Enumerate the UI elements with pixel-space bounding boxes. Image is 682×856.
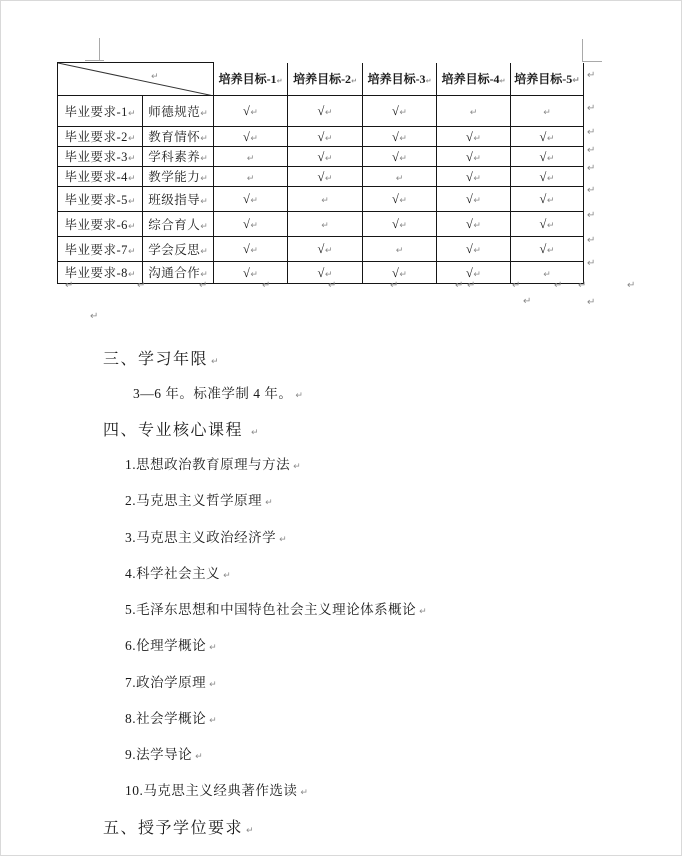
check-cell [363, 187, 437, 212]
check-value: √ [466, 129, 474, 144]
left-margin-crop-mark [85, 60, 104, 61]
check-cell [511, 167, 584, 187]
name-cell [143, 212, 214, 237]
check-cell [214, 96, 288, 127]
pilcrow-mark: ↵ [200, 134, 208, 144]
check-value: √ [466, 149, 474, 164]
course-item [125, 707, 217, 727]
pilcrow-mark: ↵ [262, 280, 271, 291]
name-cell [143, 96, 214, 127]
col-header-goal-2 [288, 63, 363, 96]
pilcrow-mark: ↵ [127, 108, 136, 119]
course-text: 10.马克思主义经典著作选读 [125, 783, 298, 798]
check-value: √ [539, 192, 547, 206]
pilcrow-mark: ↵ [473, 153, 481, 164]
check-cell [437, 237, 511, 262]
left-margin-crop-mark [99, 38, 100, 61]
course-item [125, 743, 203, 763]
check-value: √ [466, 242, 474, 256]
heading-degree-requirements [103, 815, 255, 838]
check-value: √ [243, 104, 251, 118]
check-cell [511, 262, 584, 284]
pilcrow-mark: ↵ [469, 108, 478, 118]
check-cell [288, 127, 363, 147]
check-value: √ [466, 169, 474, 184]
name-cell [143, 127, 214, 147]
req-cell [58, 237, 143, 262]
req-cell [58, 127, 143, 147]
check-cell [288, 96, 363, 127]
course-item [125, 634, 217, 654]
pilcrow-mark: ↵ [200, 221, 208, 232]
pilcrow-mark: ↵ [399, 133, 407, 144]
diagonal-line [58, 63, 214, 96]
table-row [58, 127, 584, 147]
check-cell [288, 147, 363, 167]
check-cell [214, 262, 288, 284]
course-text: 3.马克思主义政治经济学 [125, 530, 277, 545]
course-text: 1.思想政治教育原理与方法 [125, 457, 291, 472]
pilcrow-mark: ↵ [200, 196, 208, 207]
pilcrow-mark: ↵ [395, 246, 404, 256]
pilcrow-mark: ↵ [250, 133, 258, 144]
pilcrow-mark: ↵ [399, 269, 407, 280]
pilcrow-mark: ↵ [351, 77, 357, 86]
pilcrow-mark: ↵ [467, 280, 476, 291]
pilcrow-mark: ↵ [546, 153, 555, 164]
pilcrow-mark: ↵ [250, 108, 258, 118]
table-row [58, 147, 584, 167]
check-cell [363, 262, 437, 284]
check-cell [363, 167, 437, 187]
table-header-row [58, 63, 584, 96]
right-margin-crop-mark [582, 39, 583, 62]
check-cell [437, 147, 511, 167]
pilcrow-mark: ↵ [200, 174, 208, 184]
pilcrow-mark: ↵ [200, 270, 208, 280]
check-value: √ [243, 192, 251, 206]
check-value: √ [392, 217, 400, 231]
table-row [58, 212, 584, 237]
pilcrow-mark: ↵ [399, 153, 407, 164]
pilcrow-mark: ↵ [295, 391, 304, 401]
pilcrow-mark: ↵ [627, 280, 636, 291]
check-cell [511, 237, 584, 262]
check-cell [288, 237, 363, 262]
check-cell [511, 127, 584, 147]
check-value: √ [539, 129, 547, 144]
pilcrow-mark: ↵ [209, 716, 218, 726]
check-cell [363, 237, 437, 262]
check-value: √ [317, 149, 325, 164]
pilcrow-mark: ↵ [587, 127, 596, 138]
pilcrow-mark: ↵ [572, 76, 580, 87]
check-cell [214, 187, 288, 212]
pilcrow-mark: ↵ [127, 154, 136, 164]
pilcrow-mark: ↵ [554, 280, 563, 291]
pilcrow-mark: ↵ [127, 196, 136, 207]
pilcrow-mark: ↵ [324, 173, 333, 184]
heading-core-courses [103, 417, 260, 440]
pilcrow-mark: ↵ [546, 173, 555, 184]
study-period-body [133, 382, 303, 402]
col-header-goal-5 [511, 63, 584, 96]
course-item [125, 671, 217, 691]
check-value: √ [392, 192, 400, 206]
pilcrow-mark: ↵ [127, 246, 136, 257]
pilcrow-mark: ↵ [324, 108, 333, 118]
check-value: √ [466, 192, 474, 206]
check-cell [288, 262, 363, 284]
pilcrow-mark: ↵ [246, 153, 255, 164]
req-cell [58, 96, 143, 127]
check-cell [511, 147, 584, 167]
pilcrow-mark: ↵ [587, 163, 596, 174]
pilcrow-mark: ↵ [587, 145, 596, 156]
pilcrow-mark: ↵ [512, 280, 521, 291]
req-cell [58, 212, 143, 237]
pilcrow-mark: ↵ [324, 133, 333, 144]
heading-text: 四、专业核心课程 [103, 422, 244, 439]
check-cell [511, 212, 584, 237]
table-row [58, 167, 584, 187]
course-item [125, 453, 301, 473]
col-header-label: 培养目标-2 [293, 72, 352, 87]
pilcrow-mark: ↵ [587, 103, 596, 114]
pilcrow-mark: ↵ [546, 196, 555, 206]
pilcrow-mark: ↵ [473, 173, 481, 184]
mapping-table [57, 62, 584, 284]
pilcrow-mark: ↵ [324, 269, 333, 280]
name-cell [143, 187, 214, 212]
name-label: 教育情怀 [148, 130, 201, 144]
pilcrow-mark: ↵ [279, 535, 288, 545]
pilcrow-mark: ↵ [127, 221, 136, 232]
pilcrow-mark: ↵ [419, 607, 428, 617]
check-cell [214, 167, 288, 187]
col-header-label: 培养目标-5 [514, 72, 573, 87]
name-cell [143, 147, 214, 167]
table-row [58, 96, 584, 127]
pilcrow-mark: ↵ [324, 246, 333, 256]
pilcrow-mark: ↵ [137, 280, 146, 291]
course-item [125, 489, 273, 509]
pilcrow-mark: ↵ [321, 221, 329, 231]
check-value: √ [539, 242, 547, 256]
pilcrow-mark: ↵ [199, 280, 208, 291]
pilcrow-mark: ↵ [200, 108, 208, 119]
check-value: √ [392, 265, 400, 280]
check-value: √ [317, 242, 325, 256]
table-row [58, 187, 584, 212]
pilcrow-mark: ↵ [543, 108, 551, 118]
pilcrow-mark: ↵ [328, 280, 337, 291]
req-cell [58, 147, 143, 167]
pilcrow-mark: ↵ [473, 196, 481, 206]
pilcrow-mark: ↵ [587, 185, 596, 196]
course-text: 2.马克思主义哲学原理 [125, 493, 263, 508]
pilcrow-mark: ↵ [546, 133, 555, 144]
name-cell [143, 167, 214, 187]
check-cell [437, 212, 511, 237]
check-cell [214, 127, 288, 147]
name-label: 教学能力 [148, 170, 201, 184]
course-item [125, 598, 427, 618]
check-value: √ [317, 169, 325, 184]
course-item [125, 526, 287, 546]
req-cell [58, 187, 143, 212]
name-label: 师德规范 [148, 104, 201, 119]
pilcrow-mark: ↵ [425, 77, 432, 86]
heading-study-period [103, 346, 220, 369]
pilcrow-mark: ↵ [395, 173, 404, 184]
course-item [125, 779, 308, 799]
pilcrow-mark: ↵ [246, 173, 255, 184]
pilcrow-mark: ↵ [250, 196, 258, 206]
name-label: 沟通合作 [148, 266, 201, 280]
pilcrow-mark: ↵ [587, 210, 596, 221]
pilcrow-mark: ↵ [321, 196, 329, 206]
check-value: √ [539, 217, 547, 231]
heading-text: 五、授予学位要求 [103, 820, 244, 837]
check-value: √ [392, 129, 400, 144]
check-value: √ [317, 104, 325, 118]
pilcrow-mark: ↵ [250, 221, 258, 231]
req-label: 毕业要求-7 [64, 242, 128, 257]
check-cell [363, 147, 437, 167]
pilcrow-mark: ↵ [587, 235, 596, 246]
pilcrow-mark: ↵ [195, 752, 204, 762]
pilcrow-mark: ↵ [543, 269, 551, 280]
check-cell [363, 212, 437, 237]
req-label: 毕业要求-6 [64, 217, 128, 232]
col-header-label: 培养目标-3 [367, 72, 426, 87]
pilcrow-mark: ↵ [300, 788, 309, 798]
table-row [58, 237, 584, 262]
pilcrow-mark: ↵ [250, 269, 258, 280]
check-cell [363, 96, 437, 127]
pilcrow-mark: ↵ [399, 196, 407, 206]
col-header-label: 培养目标-4 [441, 72, 500, 87]
check-value: √ [466, 217, 474, 231]
req-label: 毕业要求-8 [64, 266, 128, 280]
check-cell [214, 212, 288, 237]
diagonal-header-cell [58, 63, 214, 96]
pilcrow-mark: ↵ [578, 280, 587, 291]
pilcrow-mark: ↵ [587, 70, 596, 81]
pilcrow-mark: ↵ [587, 297, 596, 308]
course-text: 9.法学导论 [125, 747, 193, 762]
req-label: 毕业要求-2 [64, 130, 128, 144]
pilcrow-mark: ↵ [211, 357, 221, 367]
course-text: 7.政治学原理 [125, 675, 207, 690]
course-text: 4.科学社会主义 [125, 566, 221, 581]
course-text: 5.毛泽东思想和中国特色社会主义理论体系概论 [125, 602, 417, 617]
name-label: 综合育人 [148, 217, 201, 232]
pilcrow-mark: ↵ [127, 270, 136, 280]
check-cell [363, 127, 437, 147]
heading-text: 三、学习年限 [103, 351, 209, 368]
req-label: 毕业要求-1 [64, 104, 128, 119]
name-label: 学科素养 [148, 150, 201, 164]
pilcrow-mark: ↵ [546, 221, 555, 231]
check-value: √ [243, 217, 251, 231]
check-cell [437, 187, 511, 212]
pilcrow-mark: ↵ [151, 72, 159, 82]
pilcrow-mark: ↵ [251, 428, 261, 438]
req-label: 毕业要求-3 [64, 150, 128, 164]
check-value: √ [392, 104, 400, 118]
check-value: √ [243, 242, 251, 256]
check-cell [214, 147, 288, 167]
col-header-goal-4 [437, 63, 511, 96]
pilcrow-mark: ↵ [455, 280, 464, 291]
pilcrow-mark: ↵ [200, 154, 208, 164]
right-margin-crop-mark [582, 61, 602, 62]
pilcrow-mark: ↵ [127, 174, 136, 184]
pilcrow-mark: ↵ [399, 221, 407, 231]
pilcrow-mark: ↵ [499, 77, 506, 86]
check-cell [511, 187, 584, 212]
pilcrow-mark: ↵ [390, 280, 399, 291]
pilcrow-mark: ↵ [65, 280, 74, 291]
check-cell [437, 96, 511, 127]
check-cell [511, 96, 584, 127]
name-label: 班级指导 [148, 192, 201, 207]
col-header-goal-3 [363, 63, 437, 96]
pilcrow-mark: ↵ [276, 77, 283, 86]
course-text: 8.社会学概论 [125, 711, 207, 726]
pilcrow-mark: ↵ [399, 108, 407, 118]
req-label: 毕业要求-4 [64, 170, 128, 184]
req-cell [58, 167, 143, 187]
pilcrow-mark: ↵ [523, 296, 532, 307]
pilcrow-mark: ↵ [293, 462, 302, 472]
pilcrow-mark: ↵ [223, 571, 232, 581]
check-cell [437, 167, 511, 187]
course-item [125, 562, 231, 582]
check-cell [437, 127, 511, 147]
check-cell [214, 237, 288, 262]
check-value: √ [317, 265, 325, 280]
check-value: √ [539, 149, 547, 164]
pilcrow-mark: ↵ [209, 643, 218, 653]
course-text: 6.伦理学概论 [125, 638, 207, 653]
pilcrow-mark: ↵ [250, 246, 258, 256]
name-label: 学会反思 [148, 242, 201, 257]
pilcrow-mark: ↵ [200, 246, 208, 257]
check-cell [288, 187, 363, 212]
check-value: √ [243, 129, 251, 144]
pilcrow-mark: ↵ [265, 498, 274, 508]
check-value: √ [317, 129, 325, 144]
pilcrow-mark: ↵ [546, 246, 555, 256]
pilcrow-mark: ↵ [473, 269, 481, 280]
body-text: 3—6 年。标准学制 4 年。 [133, 386, 293, 401]
check-cell [288, 167, 363, 187]
pilcrow-mark: ↵ [473, 133, 481, 144]
pilcrow-mark: ↵ [324, 153, 333, 164]
pilcrow-mark: ↵ [246, 826, 256, 836]
check-value: √ [466, 265, 474, 280]
pilcrow-mark: ↵ [473, 221, 481, 231]
check-value: √ [243, 265, 251, 280]
col-header-goal-1 [214, 63, 288, 96]
pilcrow-mark: ↵ [127, 134, 136, 144]
check-cell [288, 212, 363, 237]
col-header-label: 培养目标-1 [218, 72, 277, 87]
name-cell [143, 237, 214, 262]
check-value: √ [539, 169, 547, 184]
check-value: √ [392, 149, 400, 164]
pilcrow-mark: ↵ [209, 680, 218, 690]
pilcrow-mark: ↵ [473, 246, 481, 256]
req-label: 毕业要求-5 [64, 192, 128, 207]
pilcrow-mark: ↵ [90, 311, 99, 322]
pilcrow-mark: ↵ [587, 258, 596, 269]
